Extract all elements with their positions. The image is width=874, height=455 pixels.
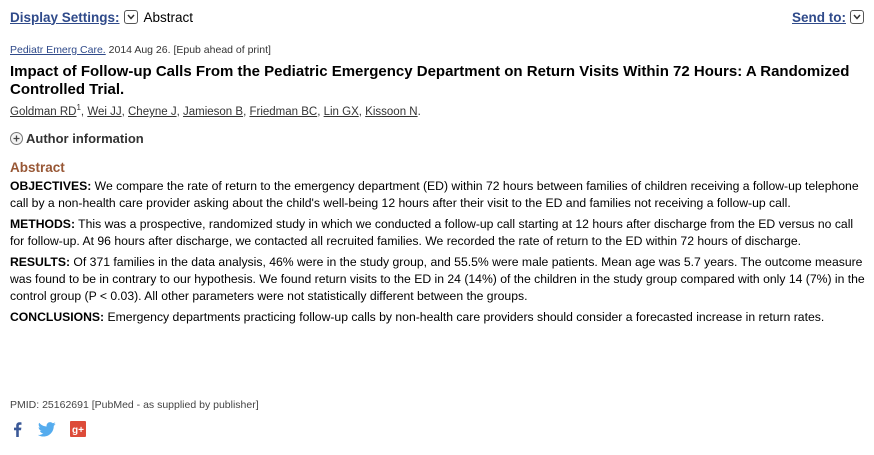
author-information-label: Author information	[26, 131, 144, 146]
section-label: CONCLUSIONS:	[10, 310, 105, 324]
social-share-bar	[10, 421, 86, 437]
display-settings-dropdown[interactable]	[124, 10, 138, 24]
abstract-heading: Abstract	[10, 160, 65, 175]
expand-plus-icon	[10, 132, 23, 145]
google-plus-icon[interactable]	[70, 421, 86, 437]
journal-link[interactable]: Pediatr Emerg Care.	[10, 44, 106, 56]
section-text: We compare the rate of return to the emergency department (ED) within 72 hours between families of children receiving a follow-up telephone call by a non-health care provider asking about the child's well-being 12 hours after their visit to the ED and families not receiving a follow-up call.	[10, 179, 859, 210]
author-link[interactable]: Jamieson B	[182, 106, 244, 118]
author-link[interactable]: Goldman RD	[10, 106, 77, 118]
chevron-down-icon	[127, 14, 135, 20]
author-information-toggle[interactable]	[10, 131, 144, 146]
display-settings-link[interactable]: Display Settings:	[10, 9, 120, 25]
section-text: Emergency departments practicing follow-up calls by non-health care providers should consider a forecasted increase in return rates.	[104, 310, 825, 324]
abstract-section-objectives	[10, 178, 870, 212]
author-link[interactable]: Wei JJ	[87, 106, 122, 118]
display-settings-group	[10, 10, 193, 25]
send-to-dropdown[interactable]	[850, 10, 864, 24]
pmid-line: PMID: 25162691 [PubMed - as supplied by publisher]	[10, 399, 259, 411]
svg-text:g+: g+	[72, 425, 84, 436]
twitter-icon[interactable]	[38, 422, 56, 437]
article-title: Impact of Follow-up Calls From the Pediatric Emergency Department on Return Visits Within 72 Hours: A Randomized Controlled Trial.	[10, 63, 850, 98]
display-toolbar	[10, 7, 864, 27]
abstract-body	[10, 178, 870, 330]
facebook-icon[interactable]	[10, 421, 24, 437]
abstract-section-results	[10, 254, 870, 305]
abstract-section-conclusions	[10, 309, 870, 326]
section-text: This was a prospective, randomized study in which we conducted a follow-up call starting at 12 hours after discharge from the ED versus no call for follow-up. At 96 hours after discharge, we contacted all recruited families. We recorded the rate of return to the ED within 72 hours of discharge.	[10, 217, 854, 248]
publication-date: 2014 Aug 26. [Epub ahead of print]	[105, 44, 271, 56]
chevron-down-icon	[853, 14, 861, 20]
author-link[interactable]: Lin GX	[323, 106, 359, 118]
author-list: Goldman $RD^1$, Wei JJ, Cheyne J, Jamieson B, Friedman BC, Lin GX, Kissoon N.	[10, 103, 421, 118]
author-affiliation-marker: 1	[76, 103, 81, 113]
section-label: METHODS:	[10, 217, 75, 231]
section-text: Of 371 families in the data analysis, 46% were in the study group, and 55.5% were male patients. Mean age was 5.7 years. The outcome measure was found to be in contrary to our hypothesis. We found return visits to the ED in 24 (14%) of the children in the study group compared with only 14 (7%) in the control group (P < 0.03). All other parameters were not statistically different between the groups.	[10, 255, 865, 303]
citation-line	[10, 44, 271, 56]
section-label: OBJECTIVES:	[10, 179, 92, 193]
author-link[interactable]: Cheyne J	[128, 106, 177, 118]
author-link[interactable]: Kissoon N	[365, 106, 418, 118]
send-to-link[interactable]: Send to:	[792, 9, 846, 25]
abstract-section-methods	[10, 216, 870, 250]
send-to-group	[792, 10, 864, 25]
display-format-value: Abstract	[143, 9, 194, 25]
section-label: RESULTS:	[10, 255, 71, 269]
author-link[interactable]: Friedman BC	[249, 106, 318, 118]
